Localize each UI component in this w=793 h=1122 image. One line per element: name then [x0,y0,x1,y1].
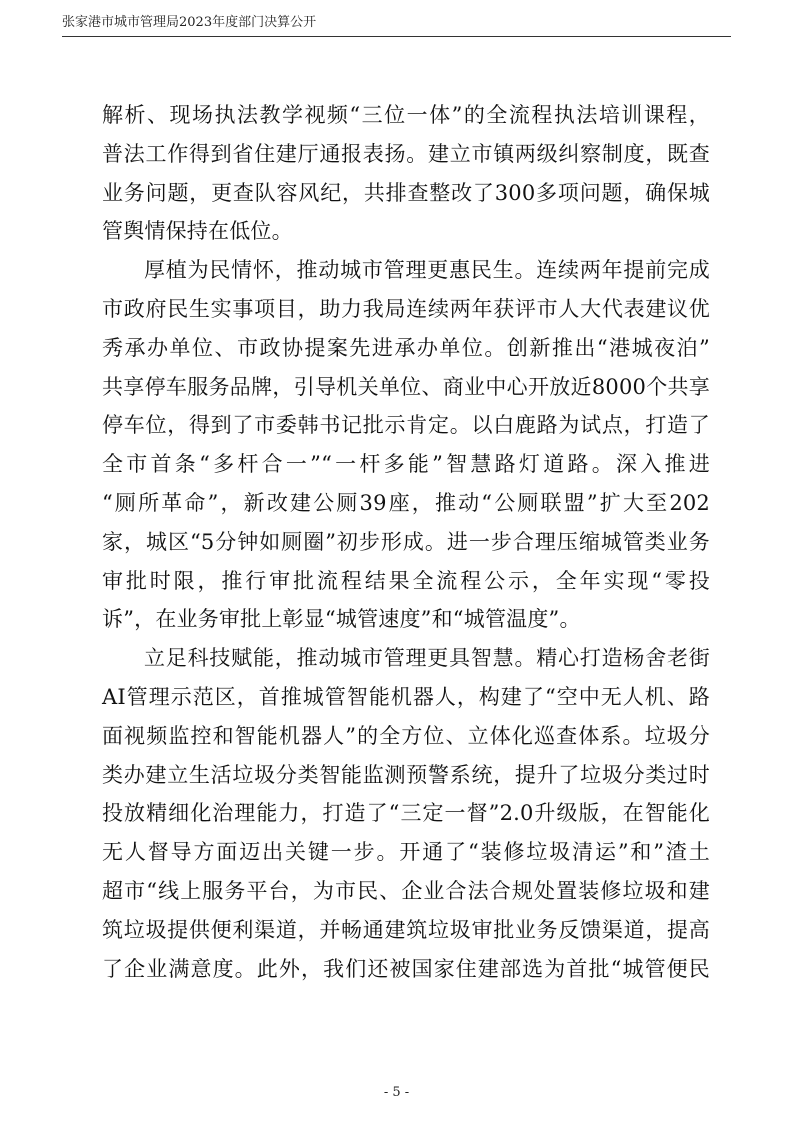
text-line: 普法工作得到省住建厅通报表扬。建立市镇两级纠察制度，既查 [102,141,710,166]
text-line: 立足科技赋能，推动城市管理更具智慧。精心打造杨舍老街 [144,646,710,671]
document-header: 张家港市城市管理局2023年度部门决算公开 [62,15,317,30]
page-number: - 5 - [383,1085,410,1100]
document-body [102,96,710,988]
text-line: 审批时限，推行审批流程结果全流程公示，全年实现“零投 [102,568,710,593]
text-line: 面视频监控和智能机器人”的全方位、立体化巡查体系。垃圾分 [102,723,710,748]
text-line: 市政府民生实事项目，助力我局连续两年获评市人大代表建议优 [102,296,710,321]
text-line: AI管理示范区，首推城管智能机器人，构建了“空中无人机、路 [102,684,710,709]
paragraph [102,251,710,639]
text-line: “厕所革命”，新改建公厕39座，推动“公厕联盟”扩大至202 [102,490,710,515]
text-line: 诉”，在业务审批上彰显“城管速度”和“城管温度”。 [102,607,581,632]
text-line: 投放精细化治理能力，打造了“三定一督”2.0升级版，在智能化 [102,801,710,826]
text-line: 业务问题，更查队容风纪，共排查整改了300多项问题，确保城 [102,180,710,205]
text-line: 全市首条“多杆合一”“一杆多能”智慧路灯道路。深入推进 [102,452,710,477]
text-line: 类办建立生活垃圾分类智能监测预警系统，提升了垃圾分类过时 [102,762,710,787]
header-divider [62,36,731,37]
text-line: 管舆情保持在低位。 [102,219,293,244]
text-line: 家，城区“5分钟如厕圈”初步形成。进一步合理压缩城管类业务 [102,529,710,554]
text-line: 解析、现场执法教学视频“三位一体”的全流程执法培训课程， [102,103,710,127]
text-line: 共享停车服务品牌，引导机关单位、商业中心开放近8000个共享 [102,374,710,399]
text-line: 了企业满意度。此外，我们还被国家住建部选为首批“城管便民 [102,956,710,981]
text-line: 无人督导方面迈出关键一步。开通了“装修垃圾清运”和”渣土 [102,840,710,865]
paragraph [102,96,710,251]
paragraph [102,639,710,988]
text-line: 筑垃圾提供便利渠道，并畅通建筑垃圾审批业务反馈渠道，提高 [102,917,710,942]
text-line: 停车位，得到了市委韩书记批示肯定。以白鹿路为试点，打造了 [102,413,710,438]
text-line: 厚植为民情怀，推动城市管理更惠民生。连续两年提前完成 [144,258,710,283]
text-line: 秀承办单位、市政协提案先进承办单位。创新推出“港城夜泊” [102,335,710,360]
text-line: 超市“线上服务平台，为市民、企业合法合规处置装修垃圾和建 [102,878,710,903]
